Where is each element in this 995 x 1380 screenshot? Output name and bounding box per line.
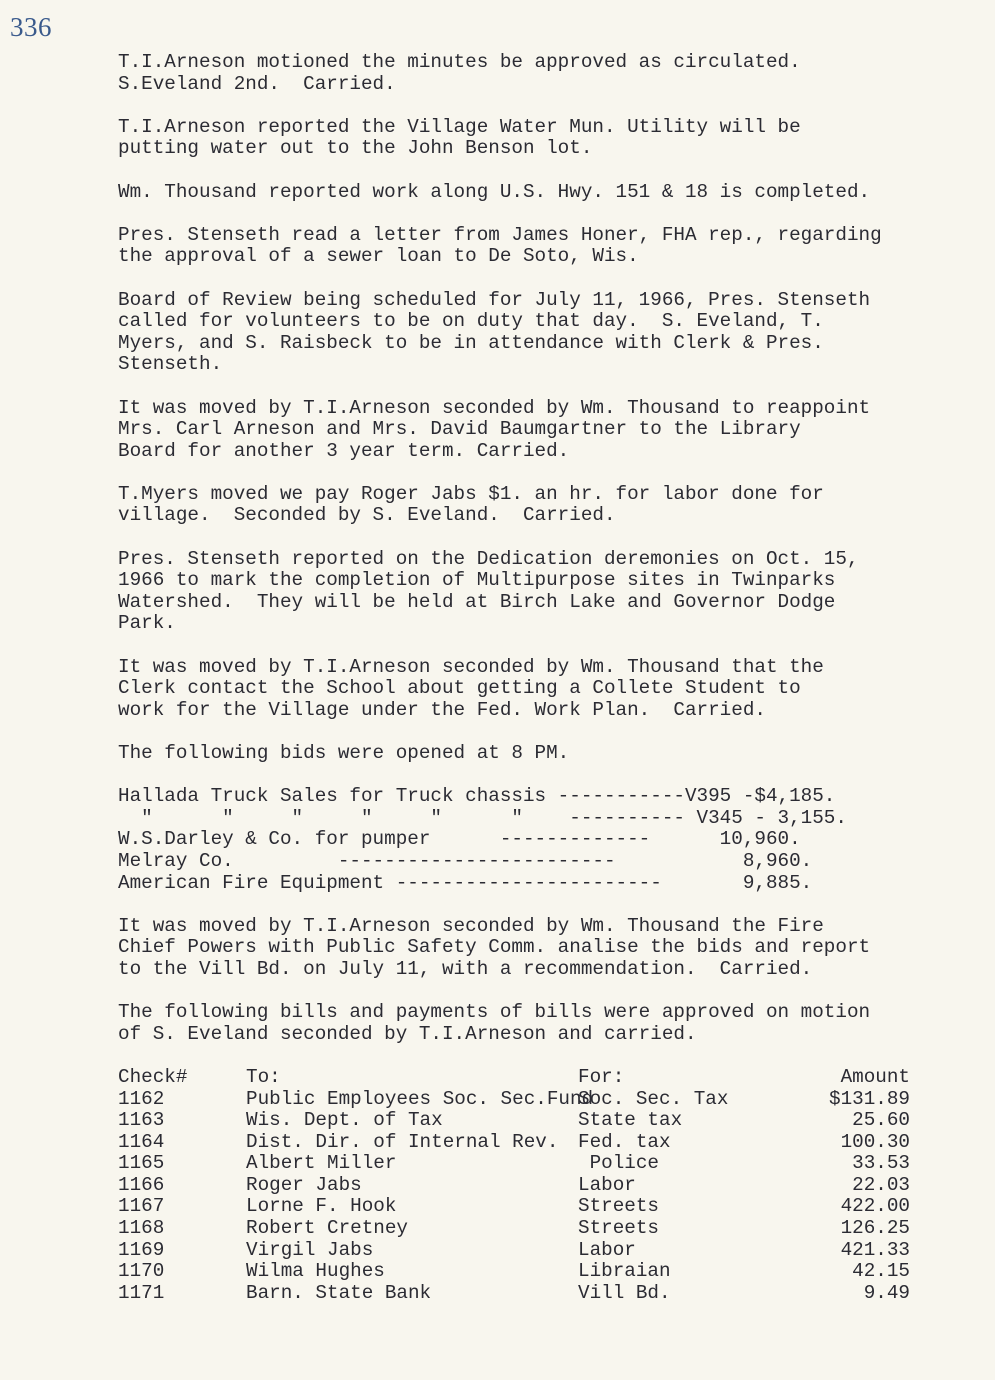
bill-check-number: 1165: [118, 1152, 165, 1175]
bill-row: [118, 1153, 978, 1175]
paragraph: [118, 657, 978, 722]
paragraph-line: putting water out to the John Benson lot.: [118, 137, 593, 160]
paragraph: [118, 743, 978, 765]
bill-payee: Virgil Jabs: [246, 1238, 374, 1261]
bill-check-number: 1163: [118, 1109, 165, 1132]
bill-purpose: State tax: [578, 1109, 683, 1132]
paragraph-line: village. Seconded by S. Eveland. Carried.: [118, 504, 616, 527]
bill-check-number: 1166: [118, 1173, 165, 1196]
bill-check-number: 1167: [118, 1195, 165, 1218]
bill-payee: Dist. Dir. of Internal Rev.: [246, 1130, 559, 1153]
bill-amount: 9.49: [863, 1281, 910, 1304]
bill-amount: 100.30: [840, 1130, 910, 1153]
bid-row: [118, 873, 978, 895]
paragraph-line: work for the Village under the Fed. Work Plan. Carried.: [118, 698, 766, 721]
bill-check-number: 1164: [118, 1130, 165, 1153]
paragraph-line: Myers, and S. Raisbeck to be in attendance with Clerk & Pres.: [118, 331, 824, 354]
paragraph-line: 1966 to mark the completion of Multipurpose sites in Twinparks: [118, 569, 836, 592]
paragraph-line: Watershed. They will be held at Birch Lake and Governor Dodge: [118, 590, 836, 613]
header-to: To:: [246, 1065, 281, 1088]
paragraph-line: The following bids were opened at 8 PM.: [118, 742, 570, 764]
paragraph: [118, 398, 978, 463]
paragraph: [118, 117, 978, 160]
paragraph-line: Mrs. Carl Arneson and Mrs. David Baumgartner to the Library: [118, 418, 801, 441]
bill-purpose: Fed. tax: [578, 1130, 671, 1153]
bill-amount: $131.89: [829, 1087, 910, 1110]
bill-amount: 421.33: [840, 1238, 910, 1261]
bid-text: " " " " " " ---------- V345 - 3,155.: [118, 806, 847, 829]
paragraph-line: Board of Review being scheduled for July 11, 1966, Pres. Stenseth: [118, 288, 871, 311]
paragraph-line: T.I.Arneson reported the Village Water Mun. Utility will be: [118, 115, 801, 138]
bill-payee: Wilma Hughes: [246, 1260, 385, 1283]
bill-amount: 42.15: [852, 1260, 910, 1283]
paragraph-line: Clerk contact the School about getting a Collete Student to: [118, 677, 801, 700]
bid-text: Hallada Truck Sales for Truck chassis -----------V395 -$4,185.: [118, 785, 836, 808]
paragraph-line: The following bills and payments of bills were approved on motion: [118, 1001, 871, 1024]
header-for: For:: [578, 1065, 625, 1088]
bill-payee: Wis. Dept. of Tax: [246, 1109, 443, 1132]
bills-rows: [118, 1089, 978, 1305]
bill-payee: Roger Jabs: [246, 1173, 362, 1196]
bill-row: [118, 1110, 978, 1132]
bill-check-number: 1168: [118, 1217, 165, 1240]
bill-purpose: Police: [578, 1152, 659, 1175]
bill-payee: Lorne F. Hook: [246, 1195, 397, 1218]
paragraph: [118, 484, 978, 527]
header-check: Check#: [118, 1065, 188, 1088]
paragraphs-after: [118, 916, 978, 1046]
paragraph: [118, 916, 978, 981]
bill-check-number: 1171: [118, 1281, 165, 1304]
paragraph-line: Park.: [118, 612, 176, 635]
paragraphs-before: [118, 52, 978, 765]
bill-row: [118, 1196, 978, 1218]
bill-payee: Robert Cretney: [246, 1217, 408, 1240]
bill-check-number: 1170: [118, 1260, 165, 1283]
bid-text: W.S.Darley & Co. for pumper ------------- 10,960.: [118, 828, 801, 851]
bid-row: [118, 851, 978, 873]
bill-row: [118, 1261, 978, 1283]
bill-amount: 25.60: [852, 1109, 910, 1132]
bill-row: [118, 1089, 978, 1111]
page-number: 336: [10, 12, 52, 42]
bill-row: [118, 1240, 978, 1262]
bill-check-number: 1162: [118, 1087, 165, 1110]
paragraph: [118, 52, 978, 95]
paragraph-line: to the Vill Bd. on July 11, with a recommendation. Carried.: [118, 957, 813, 980]
paragraph-line: Pres. Stenseth reported on the Dedication deremonies on Oct. 15,: [118, 547, 859, 570]
bids-list: [118, 786, 978, 894]
bill-purpose: Streets: [578, 1217, 659, 1240]
bill-row: [118, 1283, 978, 1305]
bill-purpose: Soc. Sec. Tax: [578, 1087, 729, 1110]
bill-purpose: Labor: [578, 1238, 636, 1261]
bill-amount: 33.53: [852, 1152, 910, 1175]
paragraph-line: T.Myers moved we pay Roger Jabs $1. an hr. for labor done for: [118, 482, 824, 505]
paragraph-line: Chief Powers with Public Safety Comm. analise the bids and report: [118, 936, 871, 959]
bid-row: [118, 829, 978, 851]
paragraph-line: Pres. Stenseth read a letter from James Honer, FHA rep., regarding: [118, 223, 882, 246]
bills-table: [118, 1067, 978, 1305]
header-amount: Amount: [840, 1065, 910, 1088]
paragraph-line: of S. Eveland seconded by T.I.Arneson and carried.: [118, 1022, 697, 1045]
paragraph: [118, 225, 978, 268]
bill-purpose: Labor: [578, 1173, 636, 1196]
paragraph-line: T.I.Arneson motioned the minutes be approved as circulated.: [118, 51, 801, 73]
bill-check-number: 1169: [118, 1238, 165, 1261]
bill-row: [118, 1132, 978, 1154]
bill-purpose: Vill Bd.: [578, 1281, 671, 1304]
bill-row: [118, 1218, 978, 1240]
bid-row: [118, 786, 978, 808]
paragraph-line: Stenseth.: [118, 353, 223, 376]
paragraph: [118, 1002, 978, 1045]
bill-purpose: Streets: [578, 1195, 659, 1218]
paragraph: [118, 182, 978, 204]
paragraph-line: It was moved by T.I.Arneson seconded by Wm. Thousand that the: [118, 655, 824, 678]
paragraph-line: Board for another 3 year term. Carried.: [118, 439, 570, 462]
paragraph-line: Wm. Thousand reported work along U.S. Hwy. 151 & 18 is completed.: [118, 180, 871, 203]
bill-payee: Albert Miller: [246, 1152, 397, 1175]
bill-amount: 22.03: [852, 1173, 910, 1196]
bid-text: American Fire Equipment ----------------------- 9,885.: [118, 871, 813, 894]
bid-row: [118, 808, 978, 830]
paragraph-line: S.Eveland 2nd. Carried.: [118, 72, 396, 95]
paragraph-line: It was moved by T.I.Arneson seconded by Wm. Thousand the Fire: [118, 914, 824, 937]
paragraph-line: the approval of a sewer loan to De Soto, Wis.: [118, 245, 639, 268]
bill-amount: 422.00: [840, 1195, 910, 1218]
minutes-body: [118, 52, 978, 1304]
paragraph-line: called for volunteers to be on duty that day. S. Eveland, T.: [118, 310, 824, 333]
bill-row: [118, 1175, 978, 1197]
paragraph-line: It was moved by T.I.Arneson seconded by Wm. Thousand to reappoint: [118, 396, 871, 419]
bill-payee: Public Employees Soc. Sec.Fund: [246, 1087, 594, 1110]
bills-header-row: [118, 1067, 978, 1089]
bid-text: Melray Co. ------------------------ 8,960.: [118, 849, 813, 872]
bill-amount: 126.25: [840, 1217, 910, 1240]
bill-purpose: Libraian: [578, 1260, 671, 1283]
bill-payee: Barn. State Bank: [246, 1281, 432, 1304]
paragraph: [118, 290, 978, 376]
paragraph: [118, 549, 978, 635]
